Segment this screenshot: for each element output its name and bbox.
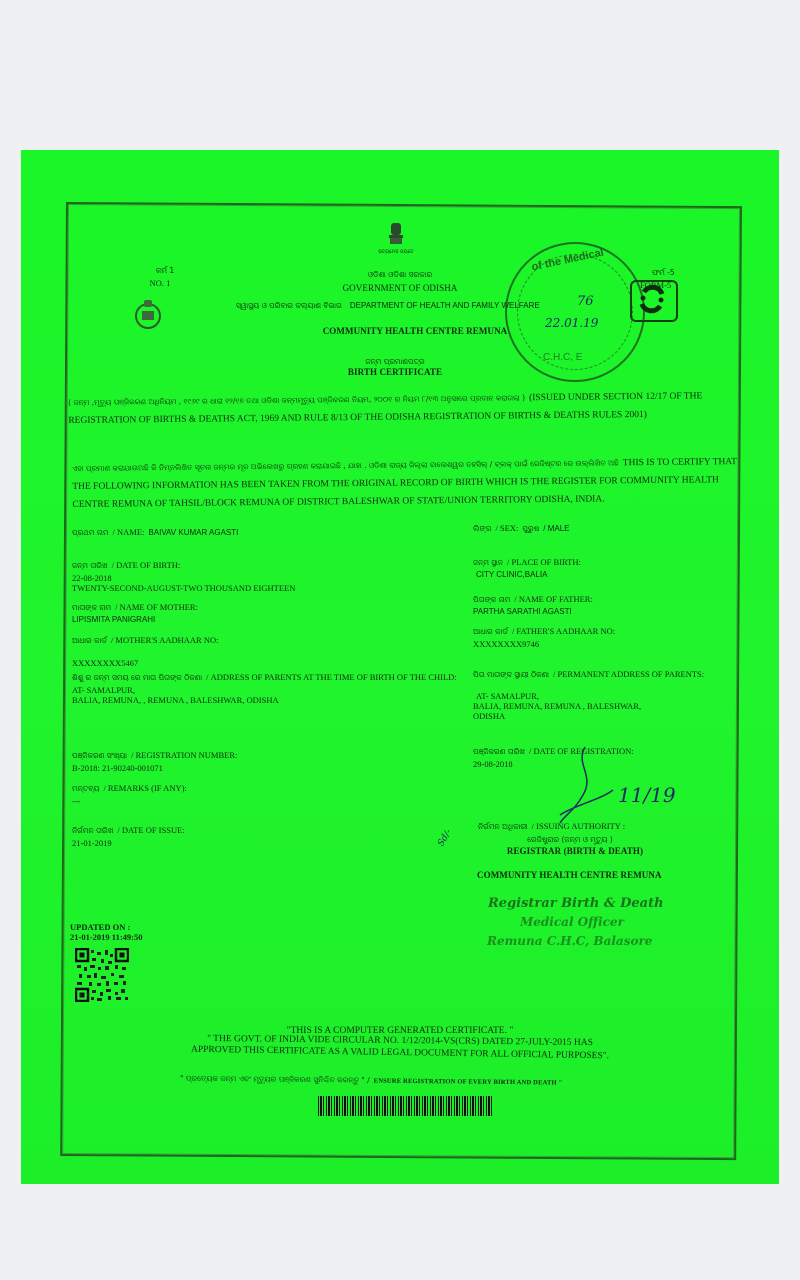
sex-label-odia: ଲିଙ୍ଗ bbox=[473, 524, 492, 533]
mother-aadhaar-label: / MOTHER'S AADHAAR NO: bbox=[110, 635, 219, 645]
form-type: FORM-5 bbox=[640, 280, 672, 290]
issued-under-paragraph bbox=[68, 385, 738, 428]
perm-address-line3: ODISHA bbox=[473, 711, 506, 721]
registrar-title-odia: ରେଜିଷ୍ଟ୍ରାର (ଜନ୍ମ ଓ ମୃତ୍ୟୁ ) bbox=[527, 835, 613, 844]
pob-value: CITY CLINIC,BALIA bbox=[476, 570, 548, 579]
field-remarks bbox=[72, 778, 452, 806]
issue-date-value: 21-01-2019 bbox=[72, 838, 112, 848]
form-type-odia: ଫର୍ମ -5 bbox=[652, 268, 675, 277]
field-mother-aadhaar bbox=[72, 630, 452, 668]
barcode-icon[interactable] bbox=[318, 1096, 494, 1116]
crs-logo-box bbox=[630, 280, 678, 322]
field-father-aadhaar bbox=[473, 621, 743, 649]
sex-label: / SEX: bbox=[495, 523, 519, 533]
address-birth-label: / ADDRESS OF PARENTS AT THE TIME OF BIRTH OF THE CHILD: bbox=[206, 672, 457, 682]
dob-value-words: TWENTY-SECOND-AUGUST-TWO THOUSAND EIGHTEEN bbox=[72, 583, 296, 593]
reg-no-label: / REGISTRATION NUMBER: bbox=[131, 750, 238, 760]
pob-label-odia: ଜନ୍ମ ସ୍ଥାନ bbox=[473, 558, 503, 567]
field-father-name bbox=[473, 589, 743, 617]
govt-name-odia: ଓଡିଶା ଓଡିଶା ସରକାର bbox=[367, 270, 433, 279]
govt-name: GOVERNMENT OF ODISHA bbox=[342, 283, 458, 293]
father-aadhaar-label-odia: ଆଧାର କାର୍ଡ bbox=[473, 627, 508, 636]
certify-text: THIS IS TO CERTIFY THAT THE FOLLOWING INFORMATION HAS BEEN TAKEN FROM THE ORIGINAL RECORD OF BIRTH WHICH IS THE REGISTER FOR COMMUNITY HEALTH CENTRE REMUNA OF TAHSIL/BLOCK REMUNA OF DISTRICT BALESHWAR OF STATE/UNION TERRITORY ODISHA, INDIA. bbox=[72, 457, 737, 510]
issue-date-label-odia: ନିର୍ଗମନ ତାରିଖ bbox=[72, 826, 114, 835]
dob-label-odia: ଜନ୍ମ ତାରିଖ bbox=[72, 561, 108, 570]
slogan-text: ENSURE REGISTRATION OF EVERY BIRTH AND DEATH " bbox=[373, 1077, 563, 1087]
father-value: PARTHA SARATHI AGASTI bbox=[473, 607, 572, 616]
seal-line-3: Remuna C.H.C, Balasore bbox=[487, 934, 653, 948]
signature-date: 11/19 bbox=[618, 783, 676, 807]
field-name bbox=[72, 522, 432, 540]
centre-name: COMMUNITY HEALTH CENTRE REMUNA bbox=[322, 326, 508, 336]
name-label-odia: ପ୍ରଥମ ନାମ bbox=[72, 528, 109, 537]
perm-address-line1: AT- SAMALPUR, bbox=[476, 691, 539, 701]
department-odia: ସ୍ୱାସ୍ଥ୍ୟ ଓ ପରିବାର କଲ୍ୟାଣ ବିଭାଗ bbox=[236, 301, 342, 310]
mother-value: LIPISMITA PANIGRAHI bbox=[72, 615, 156, 624]
father-label: / NAME OF FATHER: bbox=[514, 594, 593, 604]
field-mother-name bbox=[72, 597, 452, 625]
mother-label-odia: ମାତାଙ୍କ ନାମ bbox=[72, 603, 112, 612]
certify-paragraph bbox=[72, 451, 741, 512]
name-value: BAIVAV KUMAR AGASTI bbox=[148, 528, 239, 537]
sex-value-odia: ପୁରୁଷ bbox=[522, 524, 540, 533]
certificate-title: BIRTH CERTIFICATE bbox=[347, 367, 443, 377]
reg-no-label-odia: ପଞ୍ଜିକରଣ ସଂଖ୍ୟା bbox=[72, 751, 128, 760]
stamp-text-bottom: C.H.C, E bbox=[543, 352, 583, 363]
field-place-of-birth bbox=[473, 552, 743, 580]
field-date-of-birth bbox=[72, 555, 452, 593]
authority-label-odia: ନିର୍ଗମନ ଅଧିକାରୀ bbox=[478, 822, 528, 831]
dob-label: / DATE OF BIRTH: bbox=[111, 560, 181, 570]
seal-line-2: Medical Officer bbox=[520, 915, 624, 929]
issuing-authority bbox=[478, 816, 738, 834]
mother-label: / NAME OF MOTHER: bbox=[115, 602, 198, 612]
issued-under-odia: ( ଜନ୍ମ ,ମୃତ୍ୟୁ ପଞ୍ଜିକରଣ ଅଧିନିୟମ , ୧୯୬୯ ର ଧାରା ୧୨/୧୭ ତଥା ଓଡିଶା ଜନ୍ମମୃତ୍ୟୁ ପଞ୍ଜିକରଣ ନିୟମ, ୨୦୦୧ ର ନିୟମ ୮/୧୩ ଅନୁସାରେ ପ୍ରଦାନ କରାଗଲା ) bbox=[68, 393, 526, 407]
footer-line-2: " THE GOVT. OF INDIA VIDE CIRCULAR NO. 1/12/2014-VS(CRS) DATED 27-JULY-2015 HAS bbox=[207, 1033, 593, 1049]
reg-date-value: 29-08-2018 bbox=[473, 759, 513, 769]
dob-value: 22-08-2018 bbox=[72, 573, 112, 583]
remarks-value: --- bbox=[72, 796, 81, 806]
name-label: / NAME: bbox=[112, 527, 145, 537]
field-sex bbox=[473, 518, 743, 536]
updated-label: UPDATED ON : bbox=[70, 922, 131, 932]
department-name: DEPARTMENT OF HEALTH AND FAMILY WELFARE bbox=[349, 301, 540, 310]
mother-aadhaar-value: XXXXXXXX5467 bbox=[72, 658, 139, 668]
footer-line-3: APPROVED THIS CERTIFICATE AS A VALID LEGAL DOCUMENT FOR ALL OFFICIAL PURPOSES". bbox=[190, 1044, 610, 1062]
issued-under-text: (ISSUED UNDER SECTION 12/17 OF THE REGISTRATION OF BIRTHS & DEATHS ACT, 1969 AND RULE 8/13 OF THE ODISHA REGISTRATION OF BIRTHS & DEATHS RULES 2001) bbox=[68, 391, 703, 426]
father-label-odia: ପିତାଙ୍କ ନାମ bbox=[473, 595, 511, 604]
certify-odia: ଏହା ପ୍ରମାଣ କରାଯାଉଅଛି କି ନିମ୍ନଲିଖିତ ସୂଚନା ଜନ୍ମର ମୂଳ ଅଭିଲେଖରୁ ଗ୍ରହଣ କରାଯାଇଛି , ଯାହା . ଓଡିଶା ରାଜ୍ୟ ଜିଲ୍ଲା ବାଲେଶ୍ୱର ତହସିଲ୍ / ବ୍ଲକ୍ ପାଇଁ ରେଜିଷ୍ଟର ରେ ଉଲ୍ଲିଖିତ ଅଛି bbox=[72, 458, 619, 473]
crs-logo-icon bbox=[632, 282, 672, 316]
qr-code-icon[interactable] bbox=[75, 948, 129, 1002]
remarks-label: / REMARKS (IF ANY): bbox=[103, 783, 187, 793]
national-emblem-icon bbox=[385, 222, 407, 248]
stamp-handwritten-date: 22.01.19 bbox=[545, 316, 599, 330]
authority-centre: COMMUNITY HEALTH CENTRE REMUNA bbox=[477, 870, 662, 880]
authority-label: / ISSUING AUTHORITY : bbox=[531, 821, 626, 831]
issue-date-label: / DATE OF ISSUE: bbox=[117, 825, 185, 835]
certificate-title-odia: ଜନ୍ମ ପ୍ରମାଣପତ୍ର bbox=[365, 357, 425, 366]
sex-value: / MALE bbox=[543, 524, 570, 533]
field-address-at-birth bbox=[72, 667, 457, 705]
perm-address-label-odia: ପିତା ମାତାଙ୍କ ସ୍ଥାୟୀ ଠିକଣା bbox=[473, 670, 549, 679]
footer-line-1: "THIS IS A COMPUTER GENERATED CERTIFICATE. " bbox=[286, 1026, 514, 1036]
father-aadhaar-label: / FATHER'S AADHAAR NO: bbox=[511, 626, 616, 636]
father-aadhaar-value: XXXXXXXX9746 bbox=[473, 639, 540, 649]
reg-date-label: / DATE OF REGISTRATION: bbox=[529, 746, 634, 756]
field-permanent-address bbox=[473, 664, 733, 721]
field-date-of-issue bbox=[72, 820, 452, 848]
slogan-odia: " ପ୍ରତ୍ୟେକ ଜନ୍ମ ଏବଂ ମୃତ୍ୟୁର ପଞ୍ଜିକରଣ ସୁନିଶ୍ଚିତ କରନ୍ତୁ " / bbox=[179, 1073, 370, 1085]
stamp-text-top: of the Medical bbox=[530, 246, 605, 274]
pob-label: / PLACE OF BIRTH: bbox=[507, 557, 581, 567]
field-registration-number bbox=[72, 745, 452, 773]
registrar-title: REGISTRAR (BIRTH & DEATH) bbox=[506, 846, 644, 856]
address-birth-label-odia: ଶିଶୁ ର ଜନ୍ମ ସମୟ ରେ ମାତା ପିତାଙ୍କ ଠିକଣା bbox=[72, 673, 203, 682]
reg-no-value: B-2018: 21-90240-001071 bbox=[72, 763, 163, 773]
initials-signature: Sd/- bbox=[436, 827, 454, 849]
address-birth-line2: BALIA, REMUNA, , REMUNA , BALESHWAR, ODISHA bbox=[72, 695, 279, 705]
emblem-caption: ସତ୍ୟମେବ ଜୟତେ bbox=[378, 250, 414, 255]
address-birth-line1: AT- SAMALPUR, bbox=[72, 685, 135, 695]
medical-officer-stamp bbox=[505, 242, 645, 382]
perm-address-line2: BALIA, REMUNA, REMUNA , BALESHWAR, bbox=[473, 701, 642, 711]
seal-line-1: Registrar Birth & Death bbox=[488, 896, 664, 911]
perm-address-label: / PERMANENT ADDRESS OF PARENTS: bbox=[553, 669, 705, 679]
signature-scribble-icon bbox=[545, 745, 615, 825]
updated-value: 21-01-2019 11:49:50 bbox=[70, 932, 143, 942]
reg-date-label-odia: ପଞ୍ଜିକରଣ ତାରିଖ bbox=[473, 747, 526, 756]
form-number: NO. 1 bbox=[149, 278, 171, 288]
remarks-label-odia: ମନ୍ତବ୍ୟ bbox=[72, 784, 100, 793]
form-number-odia: କର୍ମ 1 bbox=[155, 266, 175, 275]
mother-aadhaar-label-odia: ଆଧାର କାର୍ଡ bbox=[72, 636, 107, 645]
odisha-state-logo-icon bbox=[133, 296, 163, 330]
stamp-handwritten-number: 76 bbox=[577, 294, 594, 309]
